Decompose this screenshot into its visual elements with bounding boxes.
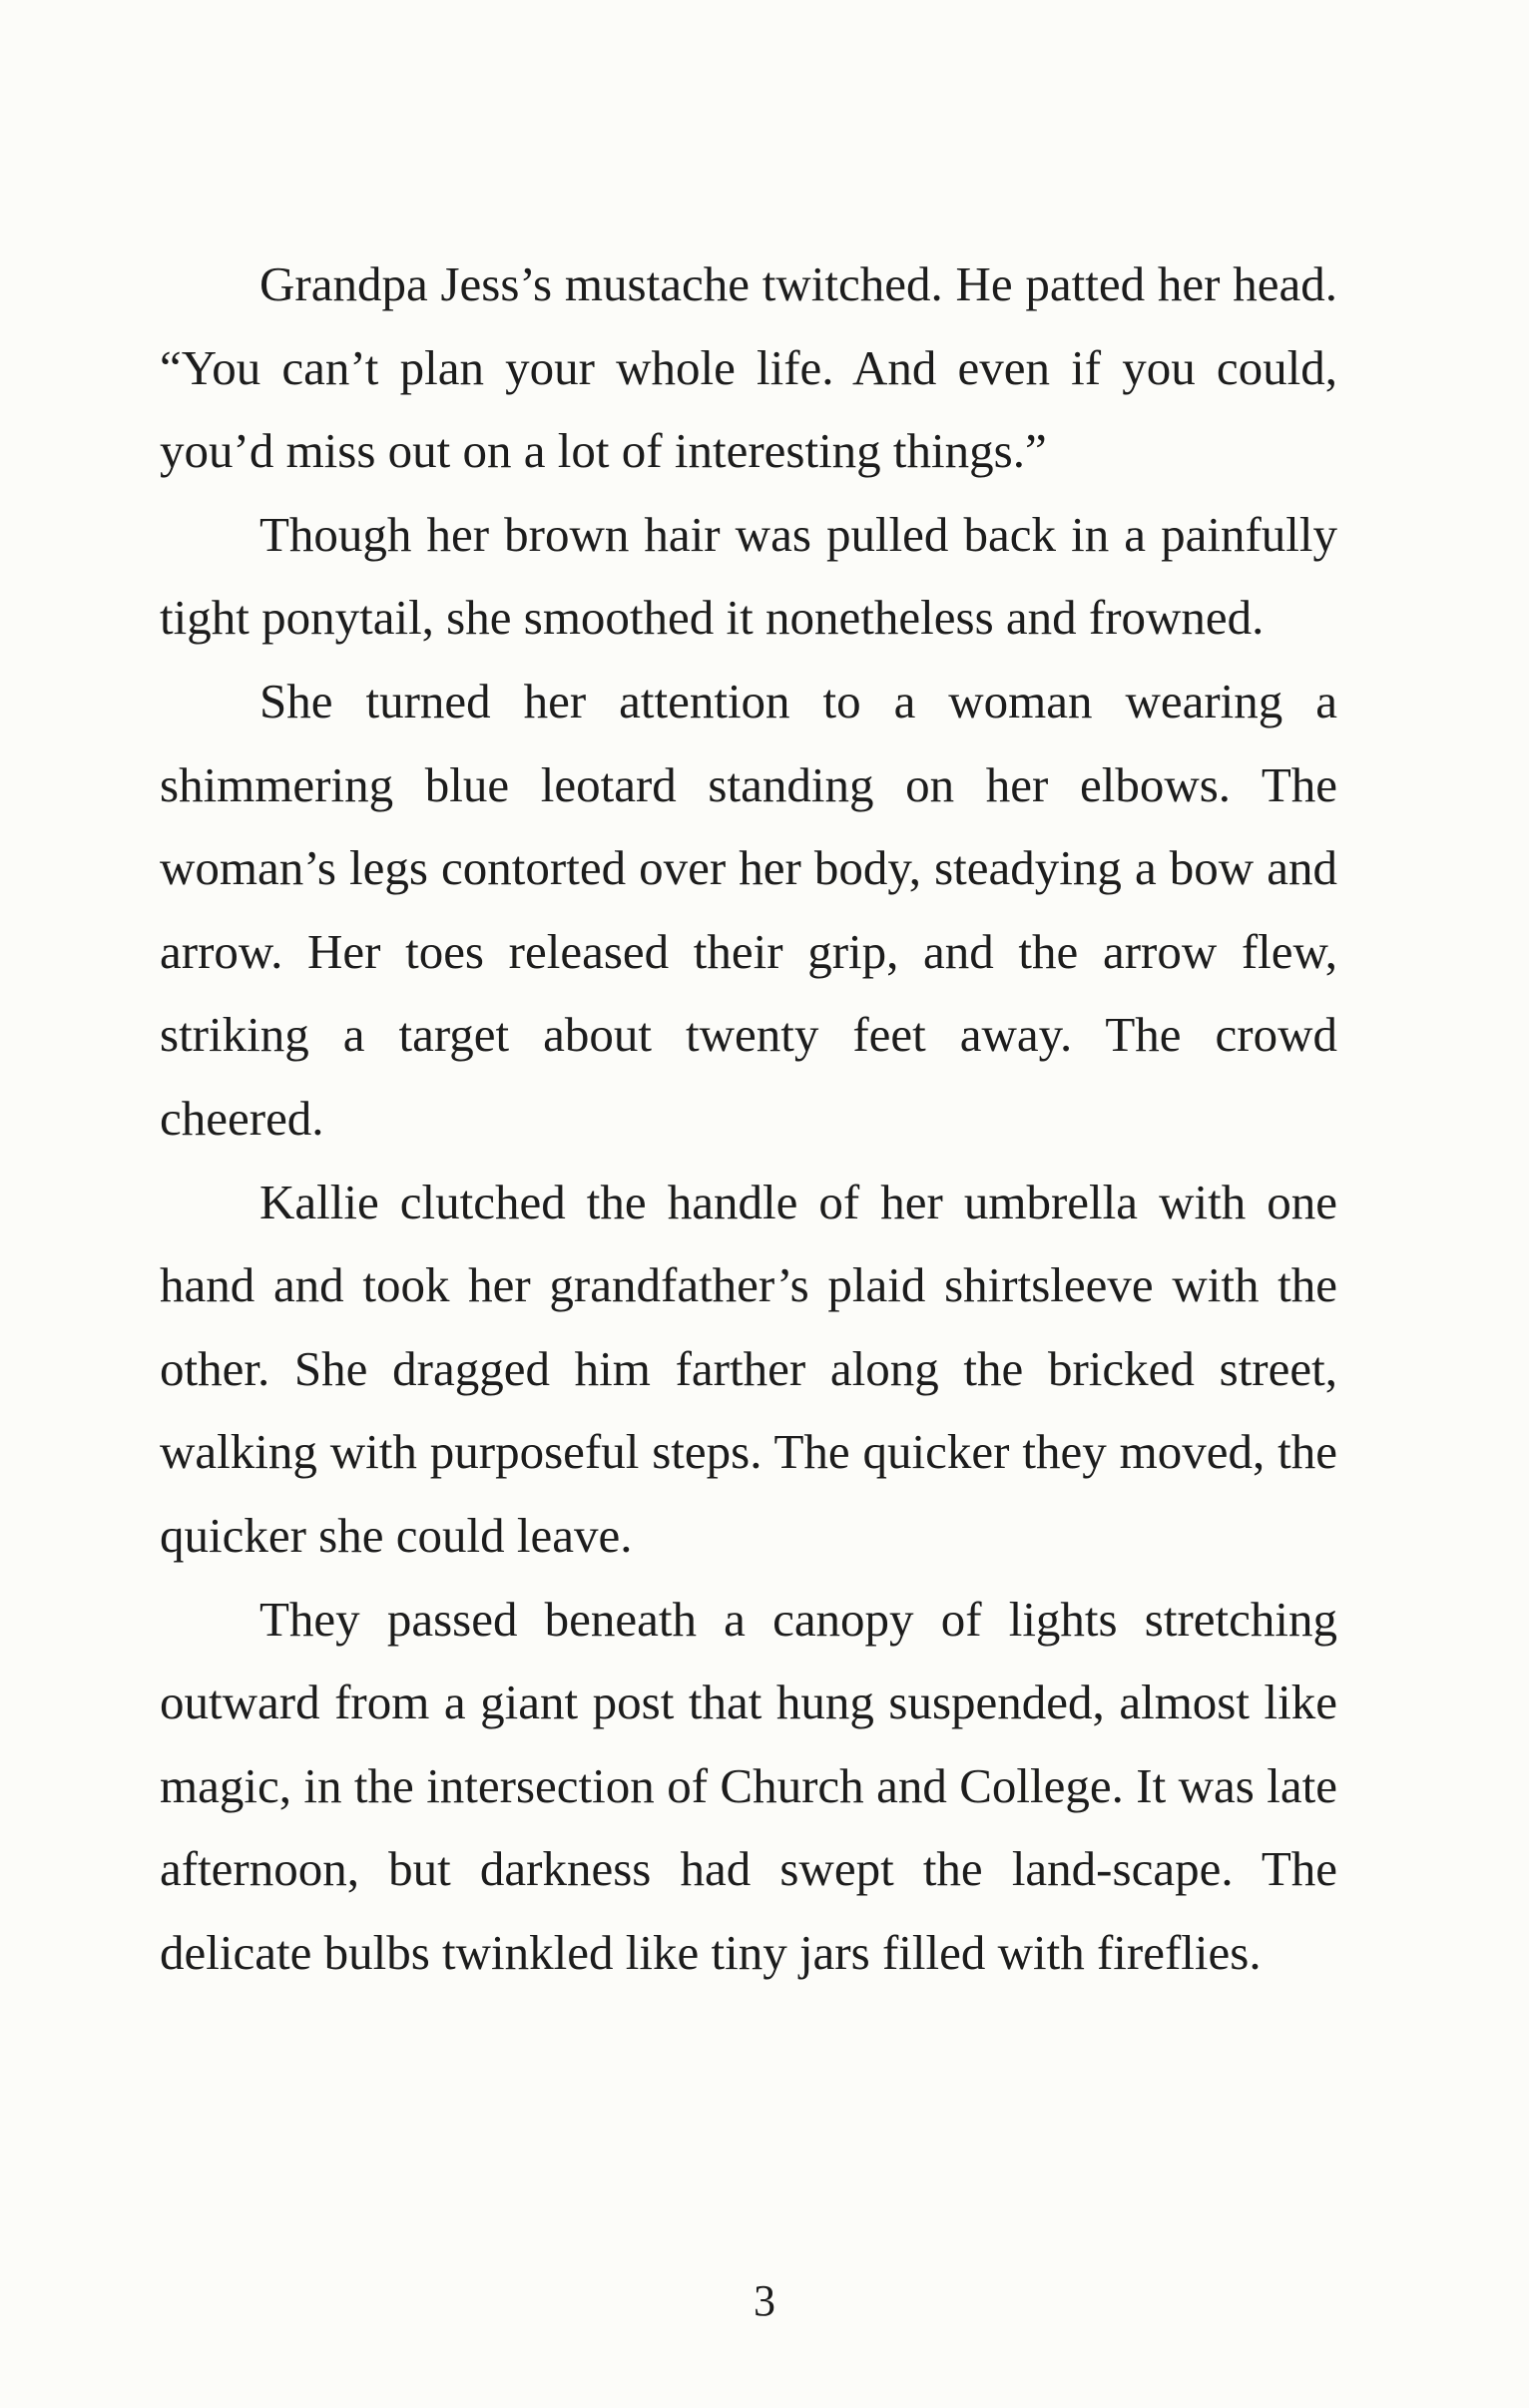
paragraph-3: She turned her attention to a woman wearing a shimmering blue leotard standing on her elbows. The woman’s legs contorted over her body, steadying a bow and arrow. Her toes released their grip, and the arrow flew, striking a target about twenty feet away. The crowd cheered. [160,673,1337,1146]
paragraph-5: They passed beneath a canopy of lights stretching outward from a giant post that hung suspended, almost like magic, in the intersection of Church and College. It was late afternoon, but darkness had swept the land-scape. The delicate bulbs twinkled like tiny jars filled with fireflies. [160,1591,1337,1980]
page-number: 3 [754,2276,775,2325]
paragraph-1: Grandpa Jess’s mustache twitched. He patted her head. “You can’t plan your whole life. And even if you could, you’d miss out on a lot of interesting things.” [160,256,1337,479]
paragraph-4: Kallie clutched the handle of her umbrella with one hand and took her grandfather’s plaid shirtsleeve with the other. She dragged him farther along the bricked street, walking with purposeful steps. The quicker they moved, the quicker she could leave. [160,1174,1337,1563]
paragraph-2: Though her brown hair was pulled back in a painfully tight ponytail, she smoothed it nonetheless and frowned. [160,506,1337,646]
body-text [160,242,1337,1994]
